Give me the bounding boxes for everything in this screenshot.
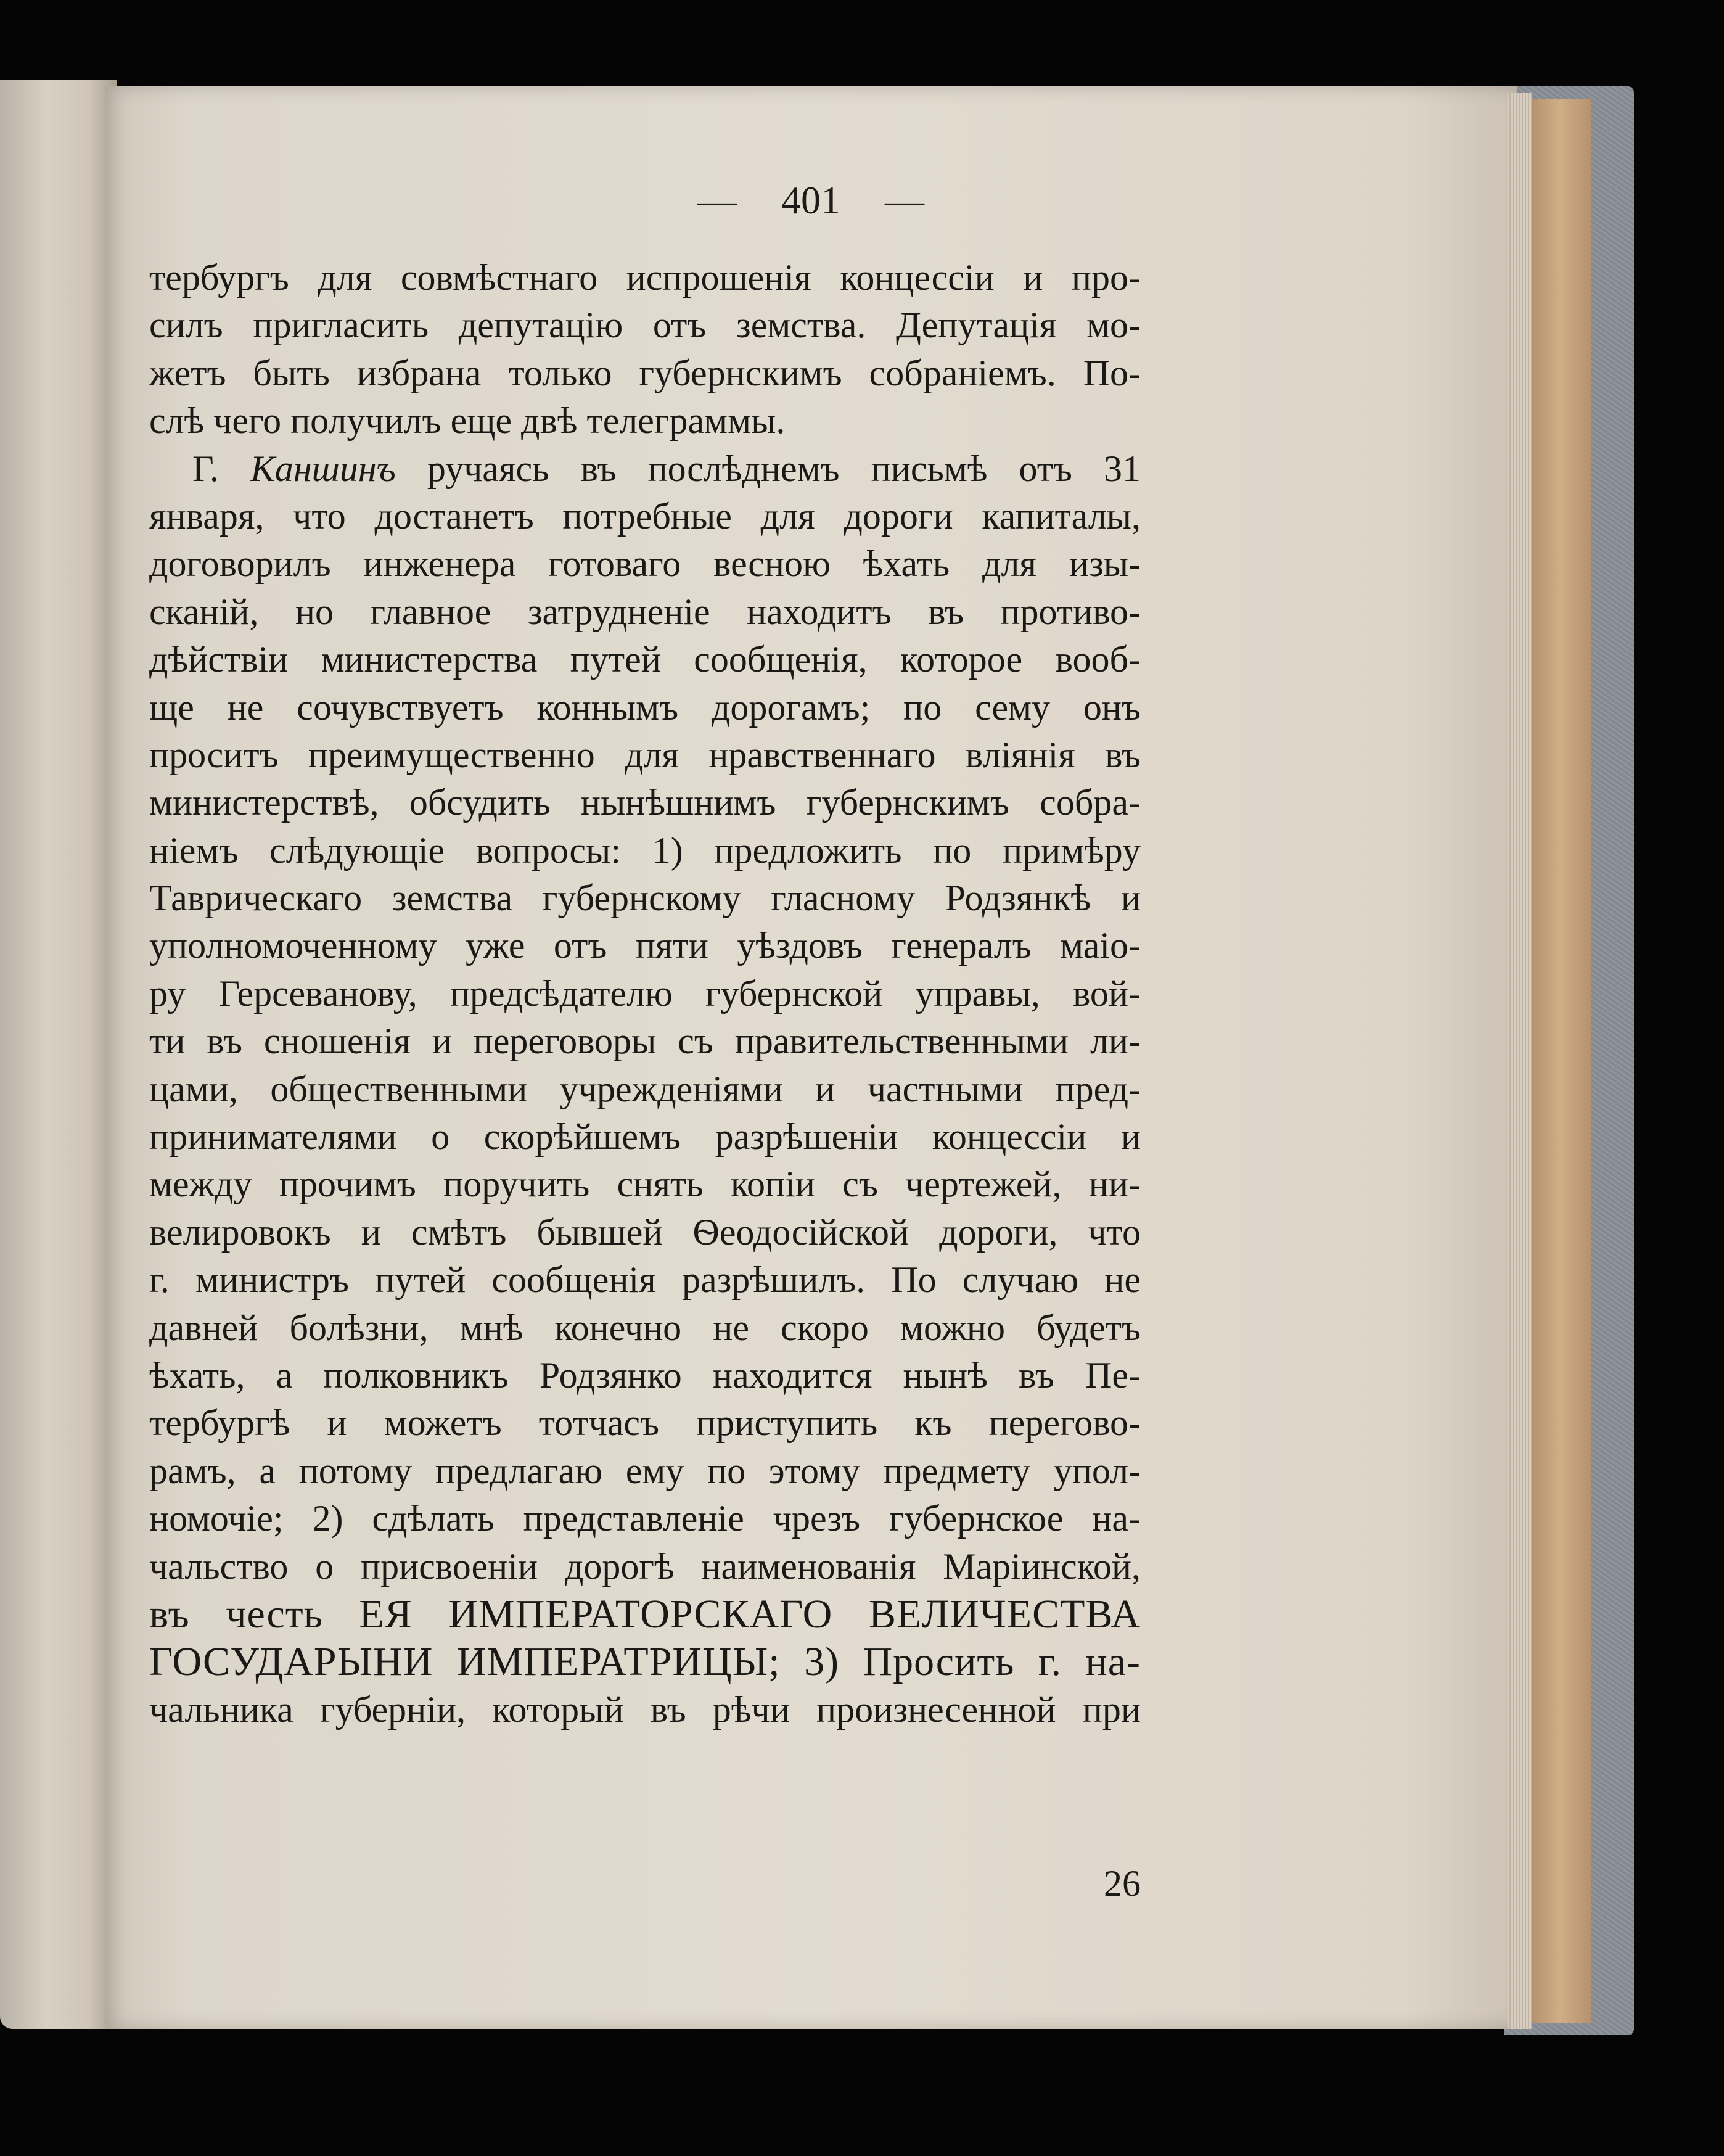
text-line: принимателями о скорѣйшемъ разрѣшеніи концессіи и bbox=[149, 1116, 1141, 1158]
text-line: цами, общественными учрежденіями и частными пред- bbox=[149, 1068, 1141, 1109]
page-text bbox=[149, 254, 1141, 1734]
text-line: номочіе; 2) сдѣлать представленіе чрезъ губернское на- bbox=[149, 1498, 1141, 1539]
text-line: тербургѣ и можетъ тотчасъ приступить къ перегово- bbox=[149, 1402, 1141, 1444]
text-line: ніемъ слѣдующіе вопросы: 1) предложить по примѣру bbox=[149, 829, 1141, 871]
header-dash-right: — bbox=[885, 178, 924, 222]
text-line-para-start bbox=[149, 445, 1141, 493]
text-line: г. министръ путей сообщенія разрѣшилъ. По случаю не bbox=[149, 1259, 1141, 1301]
text-line: ѣхать, а полковникъ Родзянко находится нынѣ въ Пе- bbox=[149, 1354, 1141, 1396]
page-edges bbox=[1508, 93, 1532, 2029]
text-line: тербургъ для совмѣстнаго испрошенія концессіи и про- bbox=[149, 257, 1141, 298]
text-line: договорилъ инженера готоваго весною ѣхать для изы- bbox=[149, 543, 1141, 585]
book-page bbox=[105, 86, 1517, 2029]
text-line: сканій, но главное затрудненіе находитъ въ противо- bbox=[149, 591, 1141, 632]
text-line: давней болѣзни, мнѣ конечно не скоро можно будетъ bbox=[149, 1307, 1141, 1348]
page-number: 401 bbox=[781, 178, 840, 222]
text-line: ГОСУДАРЫНИ ИМПЕРАТРИЦЫ; 3) Просить г. на- bbox=[149, 1639, 1141, 1685]
page-header bbox=[105, 167, 1517, 234]
text-line: проситъ преимущественно для нравственнаго вліянія въ bbox=[149, 734, 1141, 775]
text-line: слѣ чего получилъ еще двѣ телеграммы. bbox=[149, 400, 786, 442]
text-line: Таврическаго земства губернскому гласному Родзянкѣ и bbox=[149, 878, 1141, 919]
endpaper bbox=[1529, 99, 1591, 2023]
header-dash-left: — bbox=[697, 178, 737, 222]
text-line: чальника губерніи, который въ рѣчи произнесенной при bbox=[149, 1689, 1141, 1730]
signature-mark: 26 bbox=[1104, 1863, 1141, 1904]
text-line-rest: ручаясь въ послѣднемъ письмѣ отъ 31 bbox=[427, 448, 1141, 489]
text-line: между прочимъ поручить снять копіи съ чертежей, ни- bbox=[149, 1164, 1141, 1205]
text-line: уполномоченному уже отъ пяти уѣздовъ генералъ маіо- bbox=[149, 925, 1141, 966]
para-prefix: Г. bbox=[192, 448, 219, 489]
text-line: ще не сочувствуетъ коннымъ дорогамъ; по сему онъ bbox=[149, 686, 1141, 728]
text-line: силъ пригласить депутацію отъ земства. Депутація мо- bbox=[149, 305, 1141, 346]
text-line: въ честь ЕЯ ИМПЕРАТОРСКАГО ВЕЛИЧЕСТВА bbox=[149, 1591, 1141, 1637]
text-line: ру Герсеванову, предсѣдателю губернской управы, вой- bbox=[149, 973, 1141, 1014]
text-line: министерствѣ, обсудить нынѣшнимъ губернскимъ собра- bbox=[149, 782, 1141, 823]
text-line: чальство о присвоеніи дорогѣ наименованія Маріинской, bbox=[149, 1545, 1141, 1587]
left-page-edge bbox=[0, 80, 117, 2029]
text-line: рамъ, а потому предлагаю ему по этому предмету упол- bbox=[149, 1450, 1141, 1491]
text-line: жетъ быть избрана только губернскимъ собраніемъ. По- bbox=[149, 352, 1141, 393]
text-line: ти въ сношенія и переговоры съ правительственными ли- bbox=[149, 1021, 1141, 1062]
text-line: дѣйствіи министерства путей сообщенія, которое вооб- bbox=[149, 639, 1141, 680]
person-name: Каншинъ bbox=[250, 448, 396, 489]
text-line: января, что достанетъ потребные для дороги капиталы, bbox=[149, 495, 1141, 537]
text-line: велировокъ и смѣтъ бывшей Ѳеодосійской дороги, что bbox=[149, 1211, 1141, 1253]
